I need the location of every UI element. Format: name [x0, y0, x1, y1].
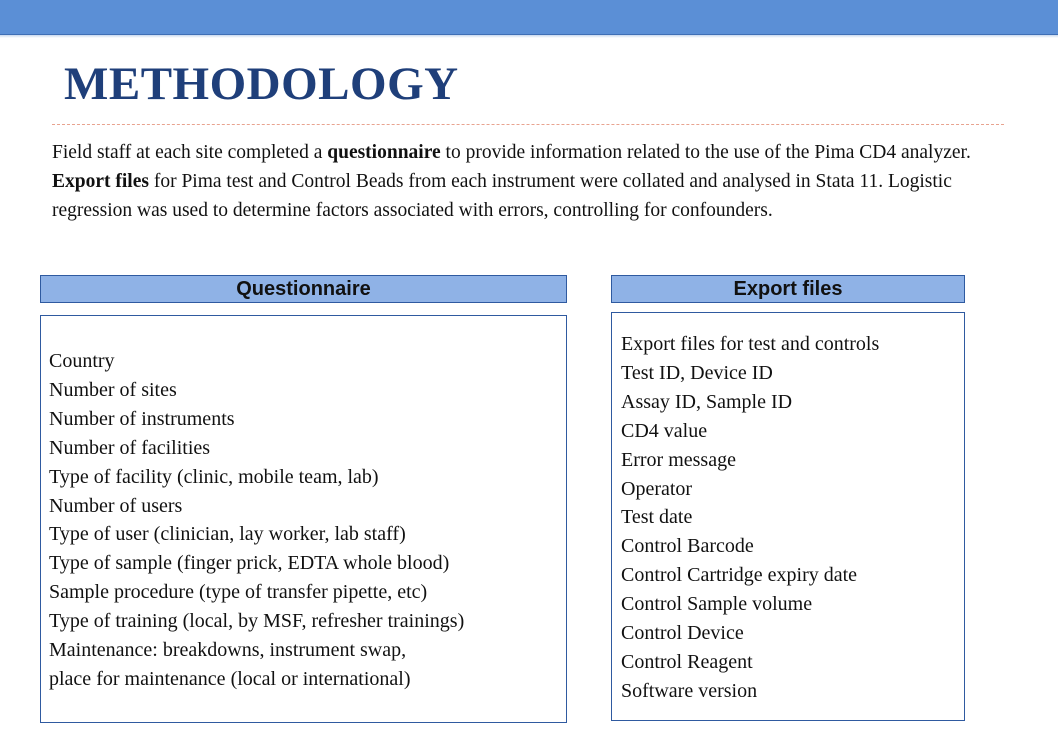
list-item: Test date — [621, 506, 693, 529]
list-item: CD4 value — [621, 419, 708, 442]
intro-text-1: Field staff at each site completed a — [52, 142, 328, 163]
list-item: Type of facility (clinic, mobile team, lab) — [49, 465, 379, 488]
intro-bold-export-files: Export files — [52, 171, 149, 192]
list-item: Operator — [621, 477, 693, 500]
export-files-list — [611, 312, 965, 721]
list-item: Type of sample (finger prick, EDTA whole blood) — [49, 552, 450, 575]
list-item: Software version — [621, 679, 758, 702]
list-item: Export files for test and controls — [621, 333, 880, 355]
list-item: Number of users — [49, 494, 183, 517]
list-item: Number of facilities — [49, 436, 211, 459]
list-item: Type of training (local, by MSF, refresher trainings) — [49, 610, 465, 633]
list-item: Test ID, Device ID — [621, 361, 773, 384]
list-item: Control Sample volume — [621, 593, 813, 616]
top-banner — [0, 0, 1058, 35]
list-item: Control Reagent — [621, 650, 753, 673]
intro-text-3: for Pima test and Control Beads from each instrument were collated and analysed in Stata 11. Logistic regression was used to determine factors associated with errors, controlling for confounders. — [52, 171, 952, 221]
title-divider — [52, 124, 1004, 125]
list-item: Maintenance: breakdowns, instrument swap, — [49, 639, 407, 662]
intro-paragraph — [52, 138, 1022, 225]
intro-text-2: to provide information related to the use of the Pima CD4 analyzer. — [440, 142, 971, 163]
list-item: Error message — [621, 448, 736, 471]
intro-bold-questionnaire: questionnaire — [327, 142, 441, 163]
list-item: Control Cartridge expiry date — [621, 564, 858, 587]
list-item: Sample procedure (type of transfer pipette, etc) — [49, 581, 428, 604]
list-item: Assay ID, Sample ID — [621, 390, 793, 413]
list-item: place for maintenance (local or international) — [49, 667, 411, 690]
export-files-header: Export files — [611, 275, 965, 303]
list-item: Number of sites — [49, 378, 177, 401]
list-item: Control Device — [621, 622, 744, 645]
top-banner-shadow — [0, 35, 1058, 38]
list-item: Country — [49, 350, 115, 372]
list-item: Number of instruments — [49, 407, 235, 430]
list-item: Control Barcode — [621, 535, 754, 558]
questionnaire-list — [40, 315, 567, 723]
list-item: Type of user (clinician, lay worker, lab staff) — [49, 523, 406, 546]
slide-title: METHODOLOGY — [64, 58, 459, 110]
questionnaire-header: Questionnaire — [40, 275, 567, 303]
